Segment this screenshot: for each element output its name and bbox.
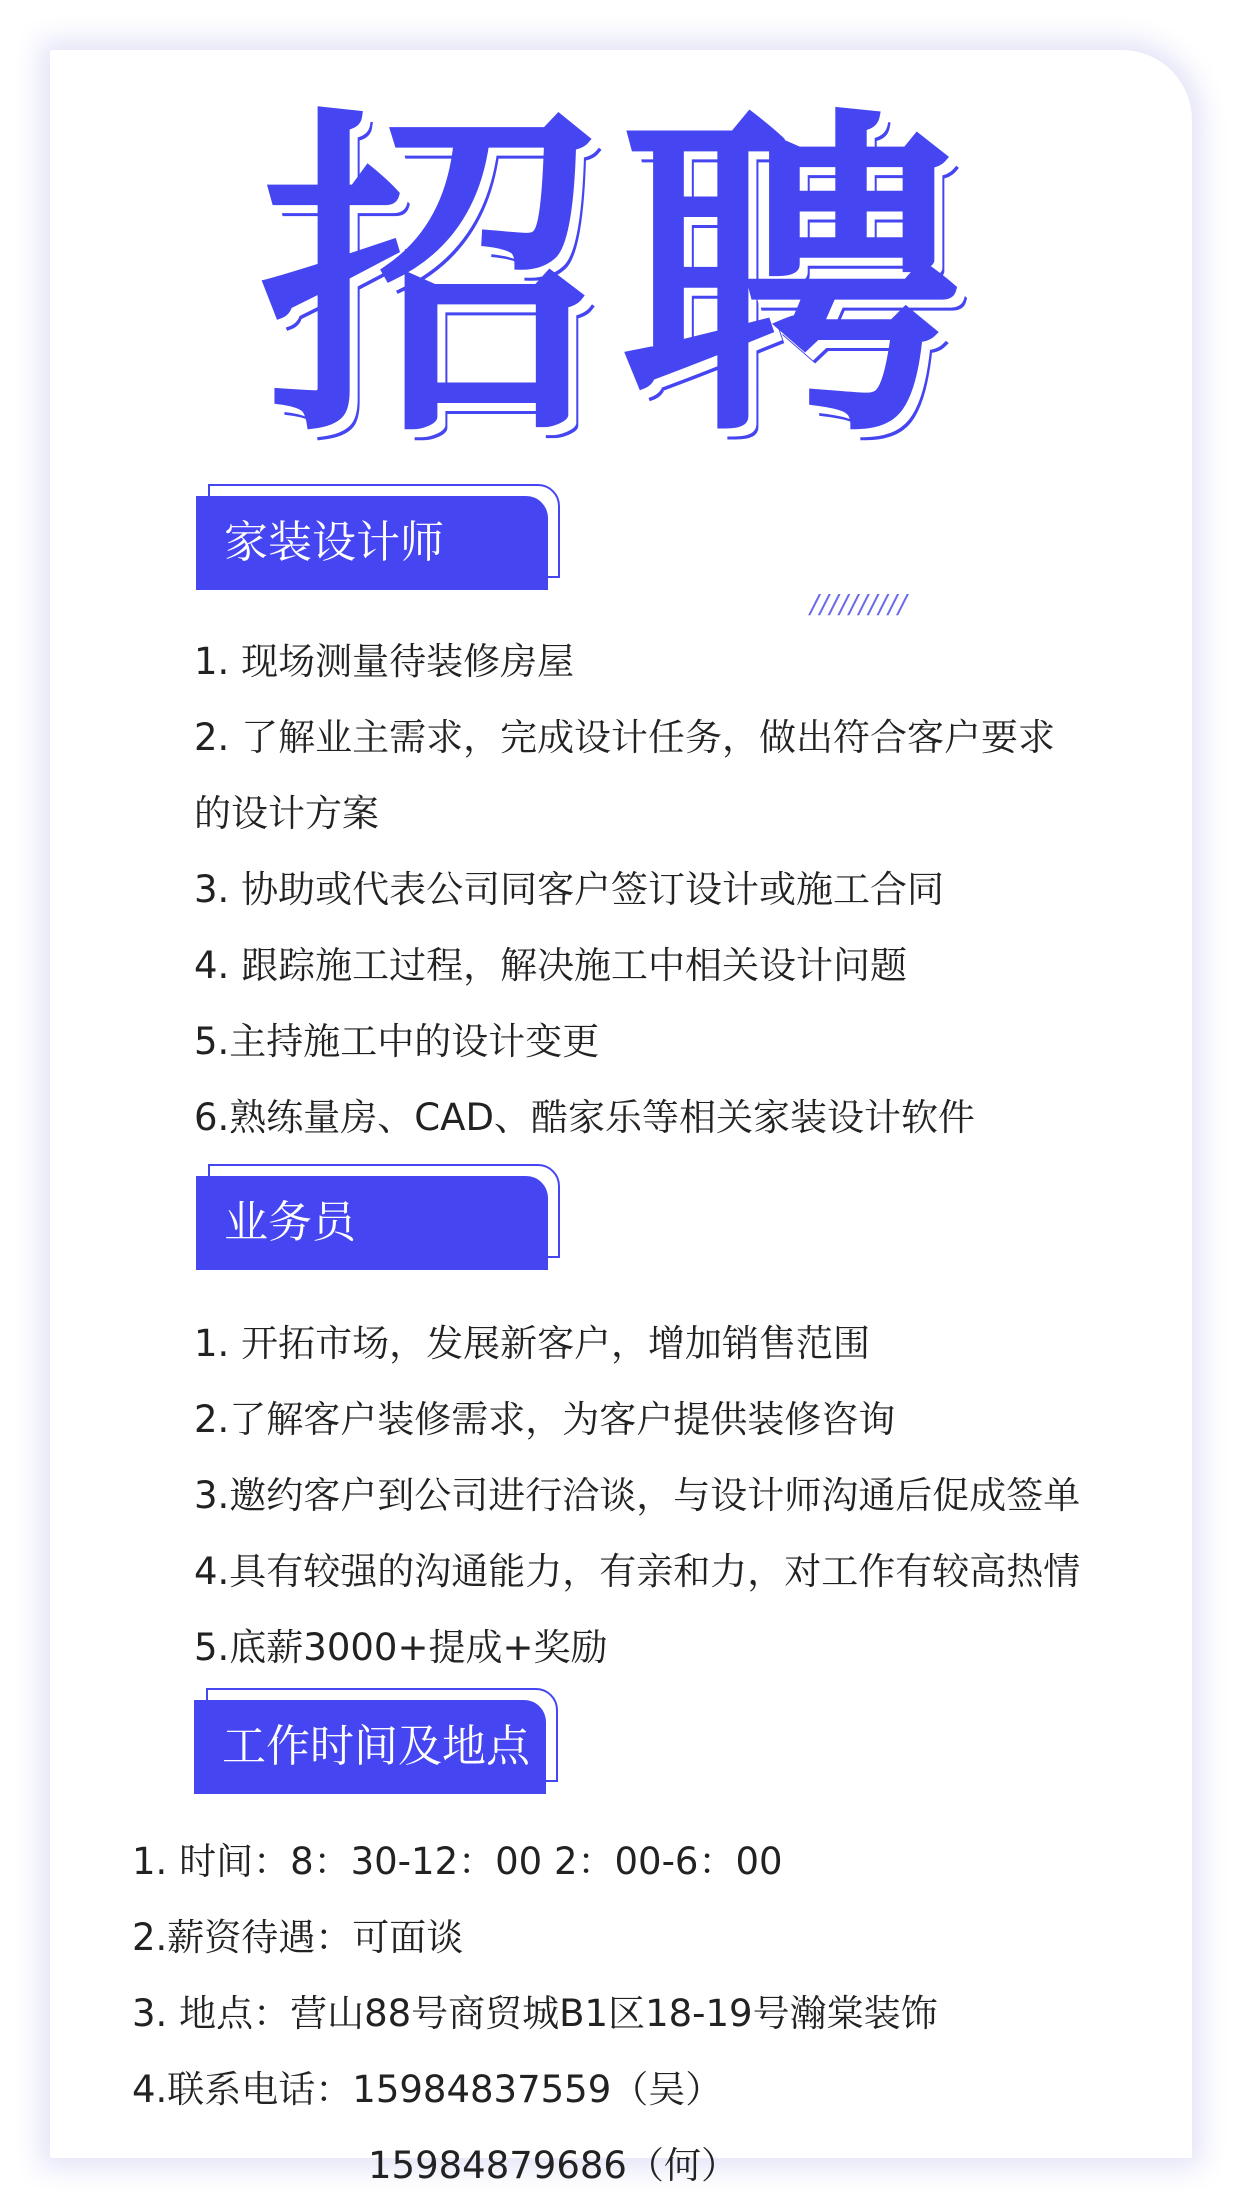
designer-section-heading bbox=[196, 496, 548, 590]
list-item: 2.了解客户装修需求，为客户提供装修咨询 bbox=[194, 1398, 896, 1441]
heading-fill bbox=[196, 496, 548, 590]
poster-card bbox=[50, 50, 1192, 2187]
designer-duty-list bbox=[194, 624, 1055, 1156]
list-item: 1. 现场测量待装修房屋 bbox=[194, 640, 575, 683]
heading-fill bbox=[196, 1176, 548, 1270]
designer-heading-text: 家装设计师 bbox=[224, 517, 444, 568]
list-item: 6.熟练量房、CAD、酷家乐等相关家装设计软件 bbox=[194, 1096, 975, 1139]
list-item: 2. 了解业主需求，完成设计任务，做出符合客户要求 bbox=[194, 716, 1056, 759]
title-char-zhao: 招 bbox=[260, 82, 600, 478]
info-section-heading bbox=[194, 1700, 546, 1794]
slash-decoration: ////////// bbox=[810, 590, 908, 620]
sales-duty-list bbox=[194, 1306, 1080, 1686]
list-item: 2.薪资待遇：可面谈 bbox=[132, 1916, 464, 1959]
recruitment-title bbox=[50, 80, 1192, 480]
list-item: 3. 协助或代表公司同客户签订设计或施工合同 bbox=[194, 868, 945, 911]
sales-heading-text: 业务员 bbox=[224, 1197, 356, 1248]
title-char-pin: 聘 bbox=[620, 82, 960, 478]
list-item: 3. 地点：营山88号商贸城B1区18-19号瀚棠装饰 bbox=[132, 1992, 938, 2035]
list-item: 15984879686（何） bbox=[368, 2144, 738, 2187]
list-item: 的设计方案 bbox=[194, 792, 379, 835]
work-info-list bbox=[132, 1824, 938, 2204]
list-item: 1. 开拓市场，发展新客户，增加销售范围 bbox=[194, 1322, 871, 1365]
heading-fill bbox=[194, 1700, 546, 1794]
list-item: 4.具有较强的沟通能力，有亲和力，对工作有较高热情 bbox=[194, 1550, 1081, 1593]
list-item: 4.联系电话：15984837559（吴） bbox=[132, 2068, 723, 2111]
sales-section-heading bbox=[196, 1176, 548, 1270]
list-item: 4. 跟踪施工过程，解决施工中相关设计问题 bbox=[194, 944, 908, 987]
list-item: 1. 时间：8：30-12：00 2：00-6：00 bbox=[132, 1840, 783, 1883]
list-item: 5.底薪3000+提成+奖励 bbox=[194, 1626, 608, 1669]
list-item: 5.主持施工中的设计变更 bbox=[194, 1020, 600, 1063]
info-heading-text: 工作时间及地点 bbox=[222, 1721, 530, 1772]
list-item: 3.邀约客户到公司进行洽谈，与设计师沟通后促成签单 bbox=[194, 1474, 1081, 1517]
